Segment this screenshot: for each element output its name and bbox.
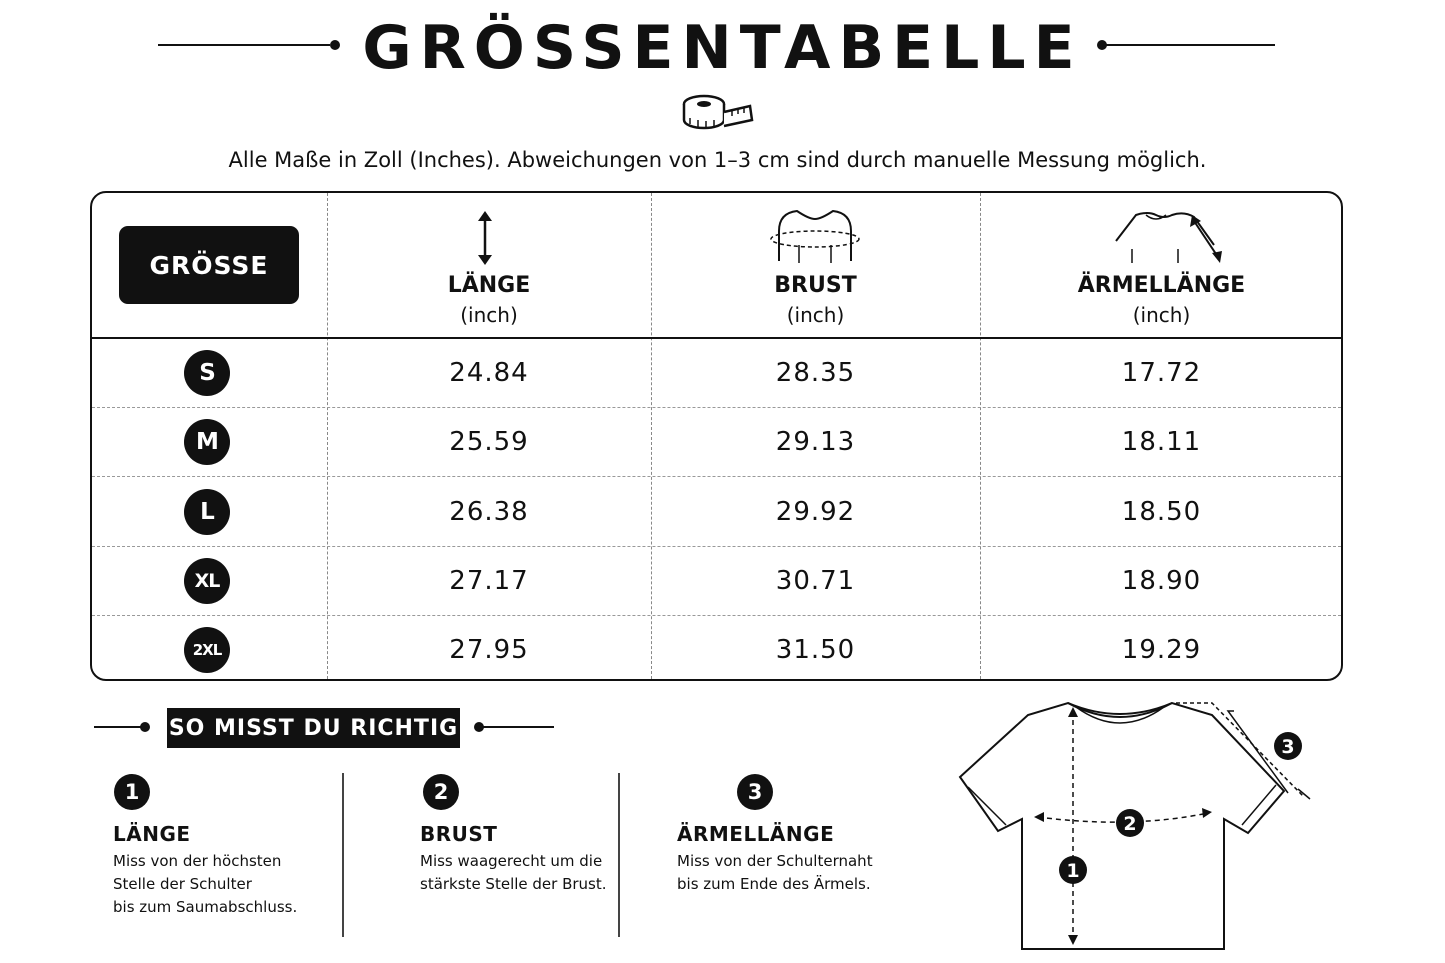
chest-value: 28.35: [775, 358, 856, 388]
step-title: ÄRMELLÄNGE: [677, 822, 835, 846]
torso-chest-icon: [651, 201, 980, 271]
sleeve-value: 18.50: [1121, 497, 1202, 527]
size-label: 2XL: [184, 627, 230, 673]
howto-rule-left-dot: [140, 722, 150, 732]
table-row: [92, 547, 1341, 616]
column-unit: (inch): [460, 303, 518, 327]
column-label: BRUST: [774, 273, 857, 298]
column-label: ÄRMELLÄNGE: [1077, 273, 1246, 298]
length-value: 25.59: [449, 427, 529, 457]
table-row: [92, 339, 1341, 408]
chest-value: 29.13: [775, 427, 856, 457]
size-table: [90, 191, 1343, 681]
step-description: Miss von der höchsten Stelle der Schulter bis zum Saumabschluss.: [113, 852, 298, 916]
column-header-sleeve: [980, 193, 1343, 337]
table-row: [92, 408, 1341, 477]
step-description: Miss waagerecht um die stärkste Stelle der Brust.: [420, 852, 607, 893]
howto-rule-right: [482, 726, 554, 728]
size-label: XL: [184, 558, 230, 604]
column-header-length: [327, 193, 651, 337]
step-number: 1: [114, 774, 150, 810]
length-value: 26.38: [449, 497, 529, 527]
chest-value: 30.71: [775, 566, 856, 596]
chest-value: 31.50: [775, 635, 856, 665]
size-label: L: [184, 489, 230, 535]
table-row: [92, 616, 1341, 681]
step-title: BRUST: [420, 822, 498, 846]
column-unit: (inch): [786, 303, 845, 327]
marker-label: 3: [1281, 736, 1295, 758]
step-description: Miss von der Schulternaht bis zum Ende des Ärmels.: [677, 852, 873, 893]
step-separator: [618, 773, 620, 937]
title-rule-left-dot: [330, 40, 340, 50]
step-number: 2: [423, 774, 459, 810]
size-header-badge: GRÖSSE: [119, 226, 299, 304]
page-title: GRÖSSENTABELLE: [362, 13, 1083, 83]
length-value: 27.95: [449, 635, 529, 665]
sleeve-value: 19.29: [1121, 635, 1202, 665]
shirt-sleeve-icon: [980, 201, 1343, 271]
title-rule-right: [1105, 44, 1275, 46]
column-label: LÄNGE: [447, 273, 531, 298]
howto-rule-left: [94, 726, 144, 728]
marker-label: 1: [1066, 860, 1080, 882]
table-row: [92, 478, 1341, 547]
sleeve-value: 18.90: [1121, 566, 1202, 596]
measurement-note: Alle Maße in Zoll (Inches). Abweichungen von 1–3 cm sind durch manuelle Messung möglich.: [228, 148, 1207, 172]
tshirt-measurement-diagram: [950, 695, 1320, 955]
step-separator: [342, 773, 344, 937]
size-label: S: [184, 350, 230, 396]
howto-title: SO MISST DU RICHTIG: [167, 708, 460, 748]
length-value: 27.17: [449, 566, 529, 596]
chest-value: 29.92: [775, 497, 856, 527]
title-rule-left: [158, 44, 330, 46]
step-title: LÄNGE: [113, 822, 191, 846]
row-divider: [92, 476, 1341, 477]
marker-label: 2: [1123, 813, 1137, 835]
step-number: 3: [737, 774, 773, 810]
measuring-tape-icon: [680, 92, 756, 136]
sleeve-value: 18.11: [1121, 427, 1202, 457]
column-unit: (inch): [1132, 303, 1191, 327]
sleeve-value: 17.72: [1121, 358, 1202, 388]
length-value: 24.84: [449, 358, 529, 388]
vertical-arrow-icon: [327, 201, 651, 271]
column-header-chest: [651, 193, 980, 337]
size-label: M: [184, 419, 230, 465]
